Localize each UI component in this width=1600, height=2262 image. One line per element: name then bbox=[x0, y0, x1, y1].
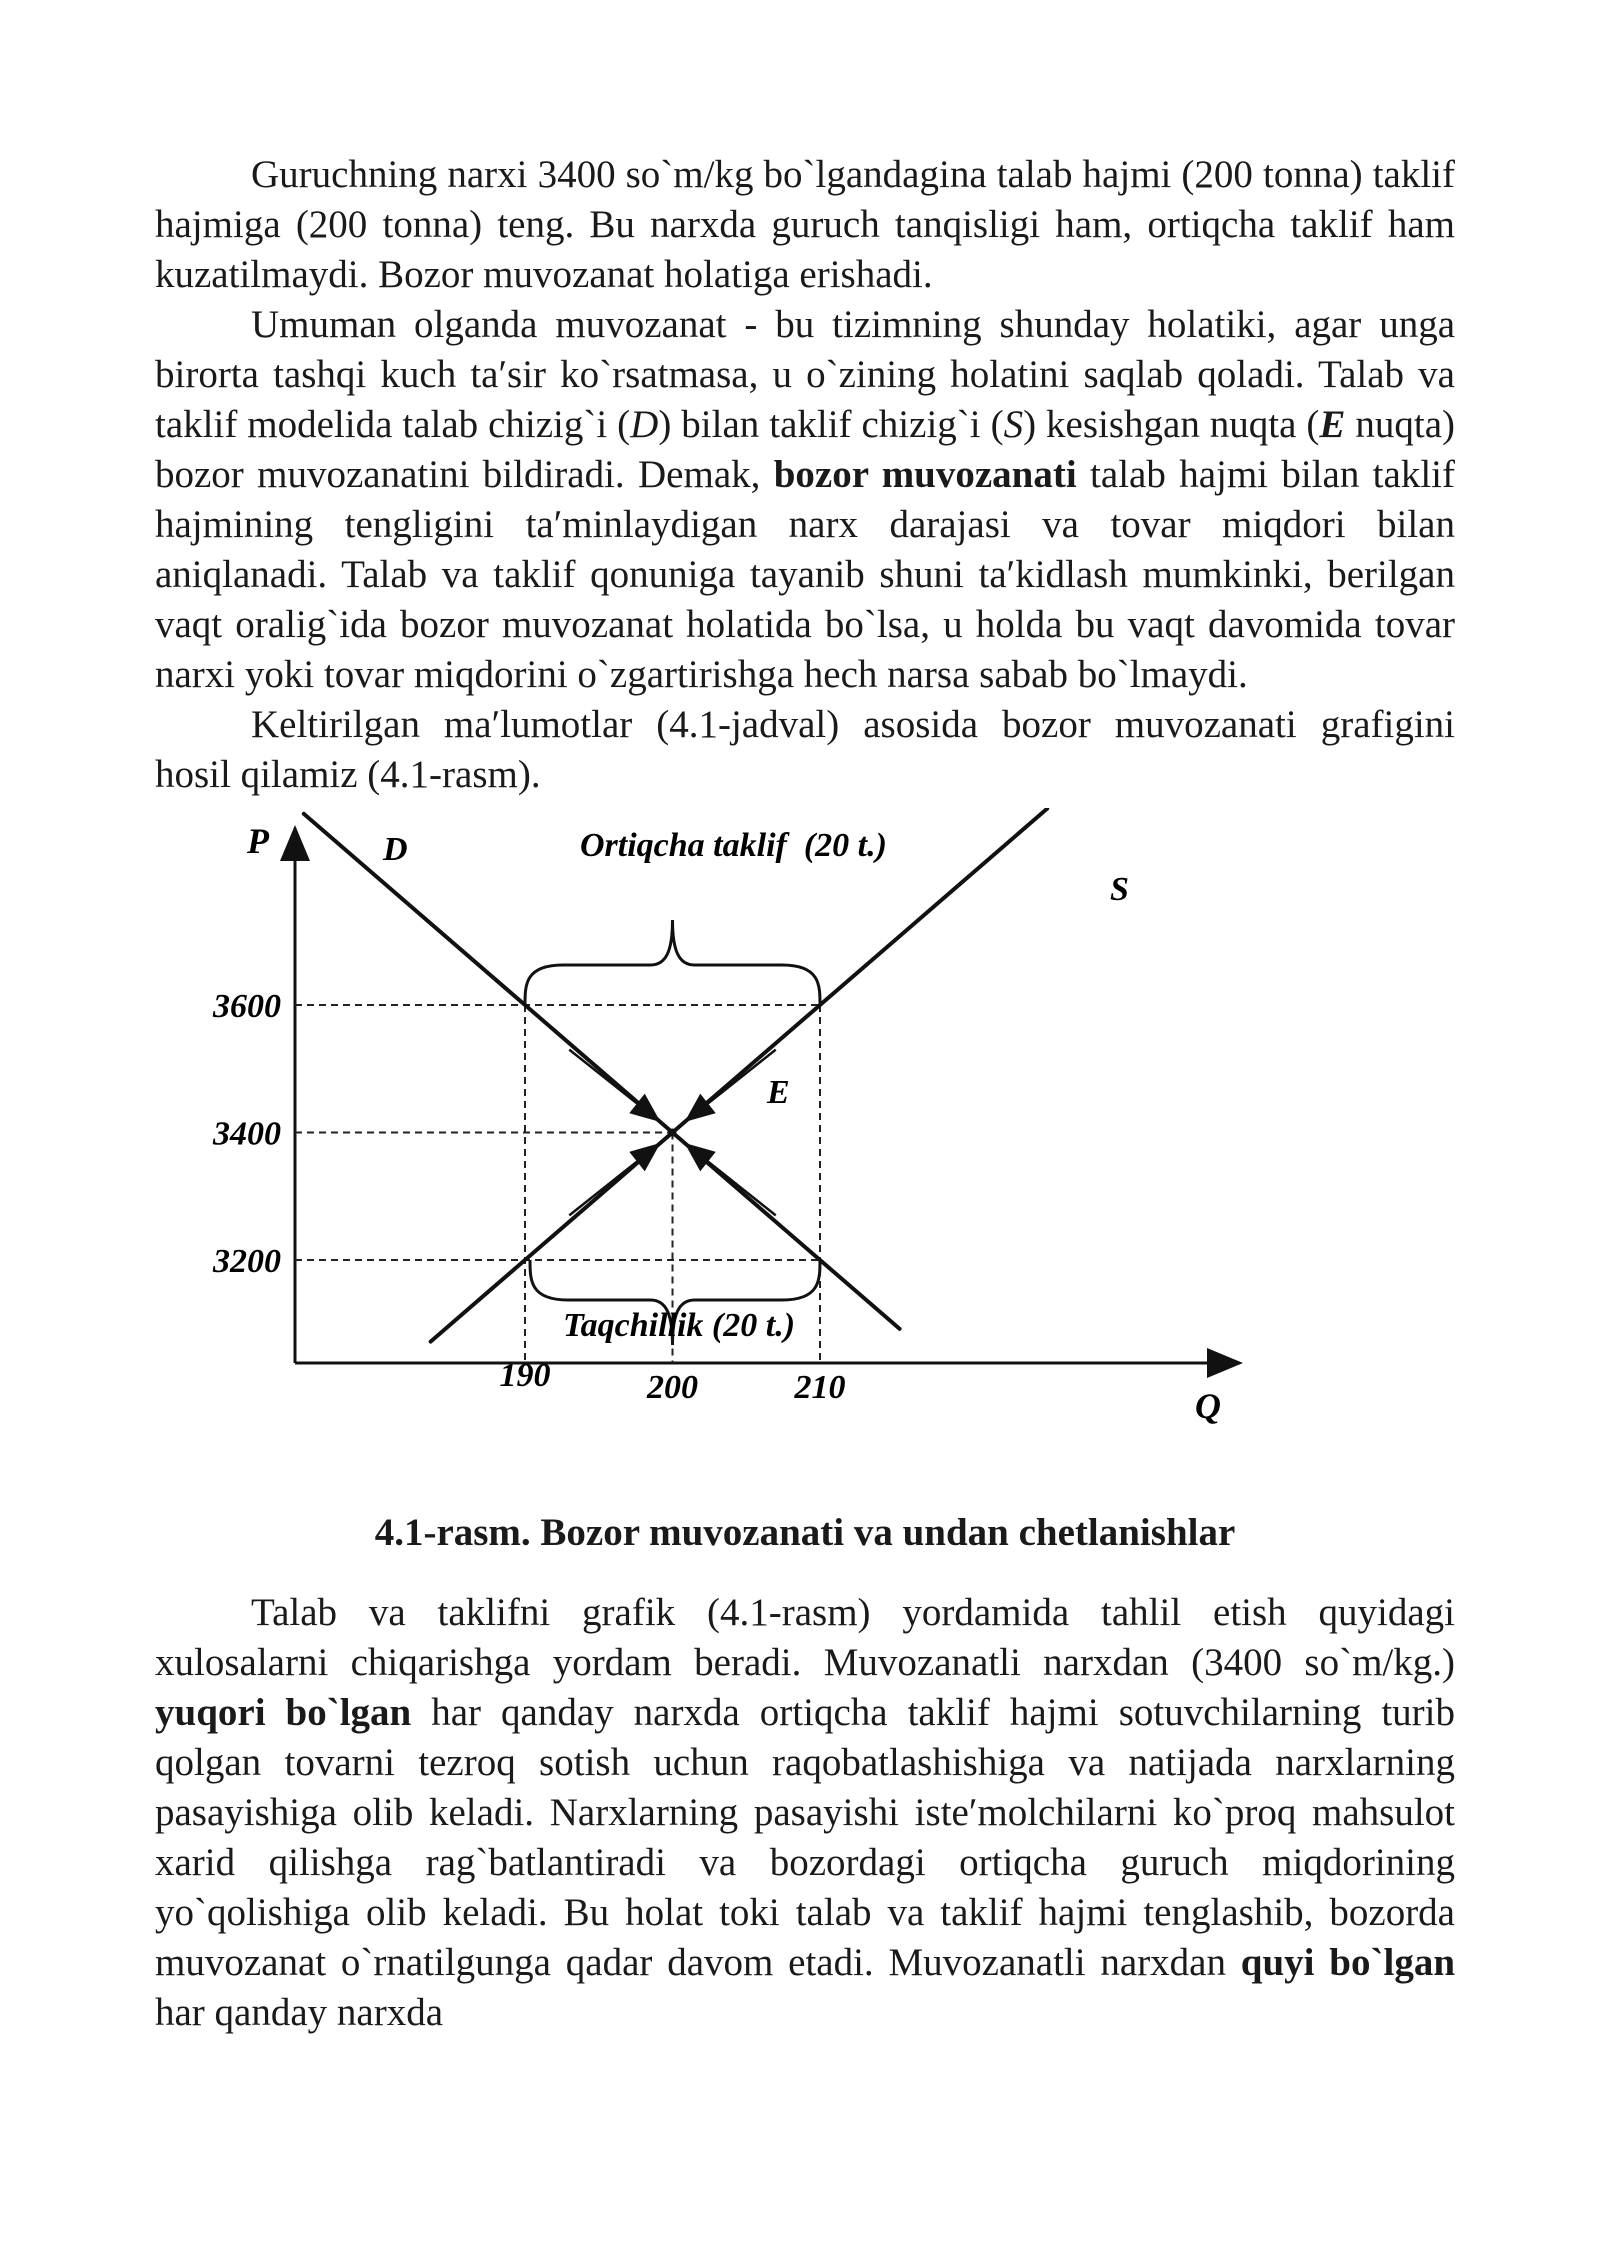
paragraph-4 bbox=[155, 1588, 1455, 2038]
arrow-lower-left bbox=[569, 1145, 658, 1216]
curve-S bbox=[431, 809, 1048, 1342]
y-tick-label-3200: 3200 bbox=[213, 1243, 281, 1280]
p2-text-a: Umuman olganda muvozanat - bu tizimning shunday holatiki, agar unga birorta tashqi kuch taʹsir ko`rsatmasa, u o`zining holatini saqlab qoladi. Talab va taklif modelida talab chizig`i ( bbox=[155, 303, 1455, 446]
equilibrium-label: E bbox=[767, 1074, 790, 1111]
arrow-upper-right bbox=[687, 1050, 776, 1121]
figure-caption: 4.1-rasm. Bozor muvozanati va undan chetlanishlar bbox=[374, 1511, 1236, 1554]
p2-text-f: talab hajmi bilan taklif hajmining tengligini taʹminlaydigan narx darajasi va tovar miqdori bilan aniqlanadi. Talab va taklif qonuniga tayanib shuni taʹkidlash mumkinki, berilgan vaqt oralig`ida bozor muvozanat holatida bo`lsa, u holda bu vaqt davomida tovar narxi yoki tovar miqdorini o`zgartirishga hech narsa sabab bo`lmaydi. bbox=[155, 453, 1455, 696]
p2-equilibrium-letter: E bbox=[1319, 403, 1346, 446]
paragraph-2 bbox=[155, 300, 1455, 700]
p4-bold-above: yuqori bo`lgan bbox=[155, 1691, 412, 1734]
document-page bbox=[155, 150, 1455, 2038]
y-axis-label: P bbox=[247, 821, 269, 861]
curve-D bbox=[304, 814, 900, 1329]
surplus-annotation: Ortiqcha taklif (20 t.) bbox=[580, 827, 887, 864]
p2-demand-letter: D bbox=[630, 403, 659, 446]
p4-text-c: har qanday narxda bbox=[155, 1991, 444, 2034]
equilibrium-figure bbox=[155, 808, 1455, 1508]
y-tick-label-3600: 3600 bbox=[213, 988, 281, 1025]
x-tick-label-200: 200 bbox=[647, 1369, 698, 1406]
shortage-annotation: Taqchillik (20 t.) bbox=[563, 1307, 796, 1344]
p2-text-c: ) kesishgan nuqta ( bbox=[1023, 403, 1320, 446]
x-tick-label-190: 190 bbox=[499, 1357, 551, 1394]
x-axis-label: Q bbox=[1195, 1386, 1221, 1426]
equilibrium-chart bbox=[155, 808, 1455, 1448]
p2-bold-term: bozor muvozanati bbox=[773, 453, 1077, 496]
p4-text-b: har qanday narxda ortiqcha taklif hajmi sotuvchilarning turib qolgan tovarni tezroq sotish uchun raqobatlashishiga va natijada narxlarning pasayishiga olib keladi. Narxlarning pasayishi isteʹmolchilarni ko`proq mahsulot xarid qilishga rag`batlantiradi va bozordagi ortiqcha guruch miqdorining yo`qolishiga olib keladi. Bu holat toki talab va taklif hajmi tenglashib, bozorda muvozanat o`rnatilgunga qadar davom etadi. Muvozanatli narxdan bbox=[155, 1691, 1455, 1984]
equilibrium-point bbox=[669, 1129, 677, 1137]
p2-supply-letter: S bbox=[1003, 403, 1024, 446]
y-tick-label-3400: 3400 bbox=[213, 1115, 281, 1153]
p2-text-d: nuqta) bozor muvozanatini bildiradi. Demak, bbox=[155, 403, 1455, 496]
p4-bold-below: quyi bo`lgan bbox=[1240, 1941, 1456, 1984]
x-tick-label-210: 210 bbox=[794, 1369, 846, 1406]
surplus-brace bbox=[525, 920, 820, 1005]
p2-text-b: ) bilan taklif chizig`i ( bbox=[658, 403, 1004, 446]
paragraph-1: Guruchning narxi 3400 so`m/kg bo`lgandagina talab hajmi (200 tonna) taklif hajmiga (200 tonna) teng. Bu narxda guruch tanqisligi ham, ortiqcha taklif ham kuzatilmaydi. Bozor muvozanat holatiga erishadi. bbox=[155, 153, 1455, 296]
arrow-upper-left bbox=[569, 1050, 658, 1121]
supply-curve-label: S bbox=[1110, 871, 1129, 908]
p4-text-a: Talab va taklifni grafik (4.1-rasm) yordamida tahlil etish quyidagi xulosalarni chiqarishga yordam beradi. Muvozanatli narxdan (3400 so`m/kg.) bbox=[155, 1591, 1455, 1684]
arrow-lower-right bbox=[687, 1145, 776, 1216]
demand-curve-label: D bbox=[383, 831, 408, 868]
paragraph-3: Keltirilgan maʹlumotlar (4.1-jadval) asosida bozor muvozanati grafigini hosil qilamiz (4.1-rasm). bbox=[155, 703, 1455, 796]
